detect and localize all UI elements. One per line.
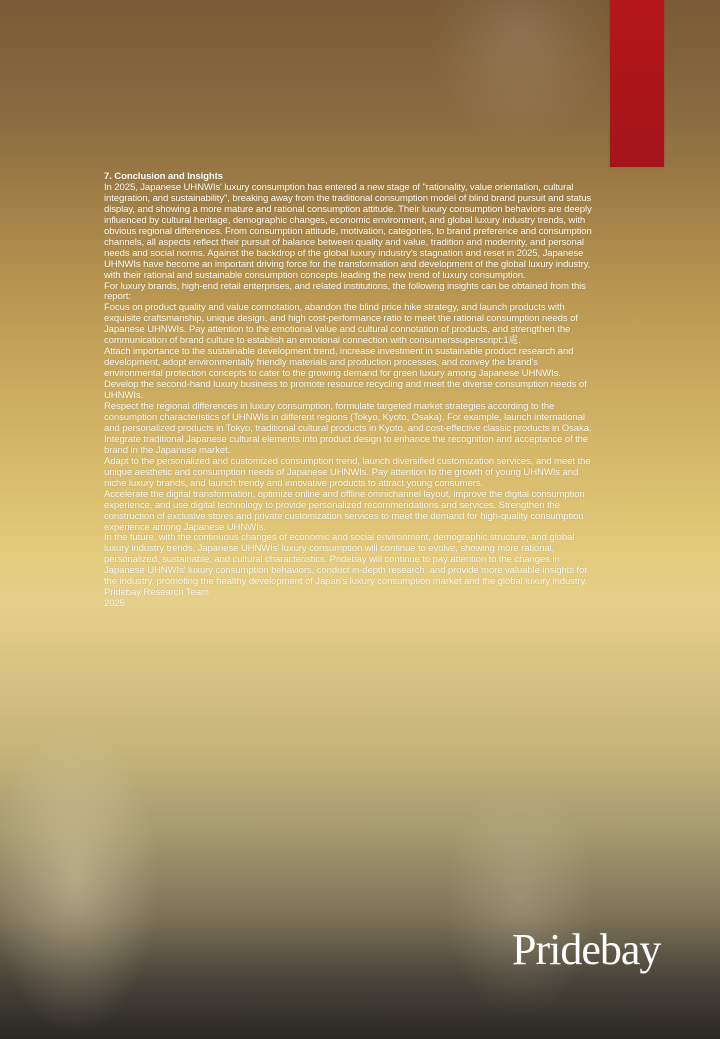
conclusion-paragraph: In 2025, Japanese UHNWIs' luxury consumption has entered a new stage of "rationality, value orientation, cultural integration, and sustainability", breaking away from the traditional consumption model of blind brand pursuit and status display, and showing a more mature and rational consumption attitude. Their luxury consumption behaviors are deeply influenced by cultural heritage, demographic changes, economic environment, and global luxury industry trends, with obvious regional differences. From consumption attitude, motivation, categories, to brand preference and consumption channels, all aspects reflect their pursuit of balance between quality and value, tradition and modernity, and personal needs and social norms. Against the backdrop of the global luxury industry's stagnation and reset in 2025, Japanese UHNWIs have become an important driving force for the transformation and development of the global luxury industry, with their rational and sustainable consumption concepts leading the new trend of luxury consumption. [104, 181, 592, 281]
pridebay-logo: Pridebay [512, 925, 661, 974]
insight-regional-paragraph: Respect the regional differences in luxury consumption, formulate targeted market strategies according to the consumption characteristics of UHNWIs in different regions (Tokyo, Kyoto, Osaka). For example, launch international and personalized products in Tokyo, traditional cultural products in Kyoto, and cost-effective classic products in Osaka. Integrate traditional Japanese cultural elements into product design to enhance the recognition and acceptance of the brand in the Japanese market. [104, 401, 592, 456]
insight-sustainability-paragraph: Attach importance to the sustainable development trend, increase investment in sustainable product research and development, adopt environmentally friendly materials and production processes, and convey the brand's environmental protection concepts to cater to the growing demand for green luxury among Japanese UHNWIs. Develop the second-hand luxury business to promote resource recycling and meet the diverse consumption needs of UHNWIs. [104, 346, 587, 402]
future-outlook-paragraph: In the future, with the continuous changes of economic and social environment, demographic structure, and global luxury industry trends, Japanese UHNWIs' luxury consumption will continue to evolve, showing more rational, personalized, sustainable, and cultural characteristics. Pridebay will continue to pay attention to the changes in Japanese UHNWIs' luxury consumption behaviors, conduct in-depth research, and provide more valuable insights for the industry, promoting the healthy development of Japan's luxury consumption market and the global luxury industry. [104, 532, 588, 588]
report-body [104, 172, 594, 610]
report-year: 2025 [104, 598, 125, 610]
insight-customization-paragraph: Adapt to the personalized and customized consumption trend, launch diversified customization services, and meet the unique aesthetic and consumption needs of Japanese UHNWIs. Pay attention to the growth of young UHNWIs and niche luxury brands, and launch trendy and innovative products to attract young consumers. [104, 455, 591, 489]
signature: Pridebay Research Team [104, 587, 209, 599]
red-bookmark-tab [610, 0, 664, 167]
insight-digital-paragraph: Accelerate the digital transformation, optimize online and offline omnichannel layout, improve the digital consumption experience, and use digital technology to provide personalized recommendations and services. Strengthen the construction of exclusive stores and private customization services to meet the demand for high-quality consumption experience among Japanese UHNWIs. [104, 488, 585, 533]
section-heading: 7. Conclusion and Insights [104, 171, 223, 182]
insight-quality-paragraph: Focus on product quality and value connotation, abandon the blind price hike strategy, and launch products with exquisite craftsmanship, unique design, and high cost-performance ratio to meet the rational consumption needs of Japanese UHNWIs. Pay attention to the emotional value and cultural connotation of products, and strengthen the communication of brand culture to establish an emotional connection with consumerssuperscript:1處. [104, 302, 578, 347]
insights-intro-paragraph: For luxury brands, high-end retail enterprises, and related institutions, the following insights can be obtained from this report: [104, 280, 586, 303]
